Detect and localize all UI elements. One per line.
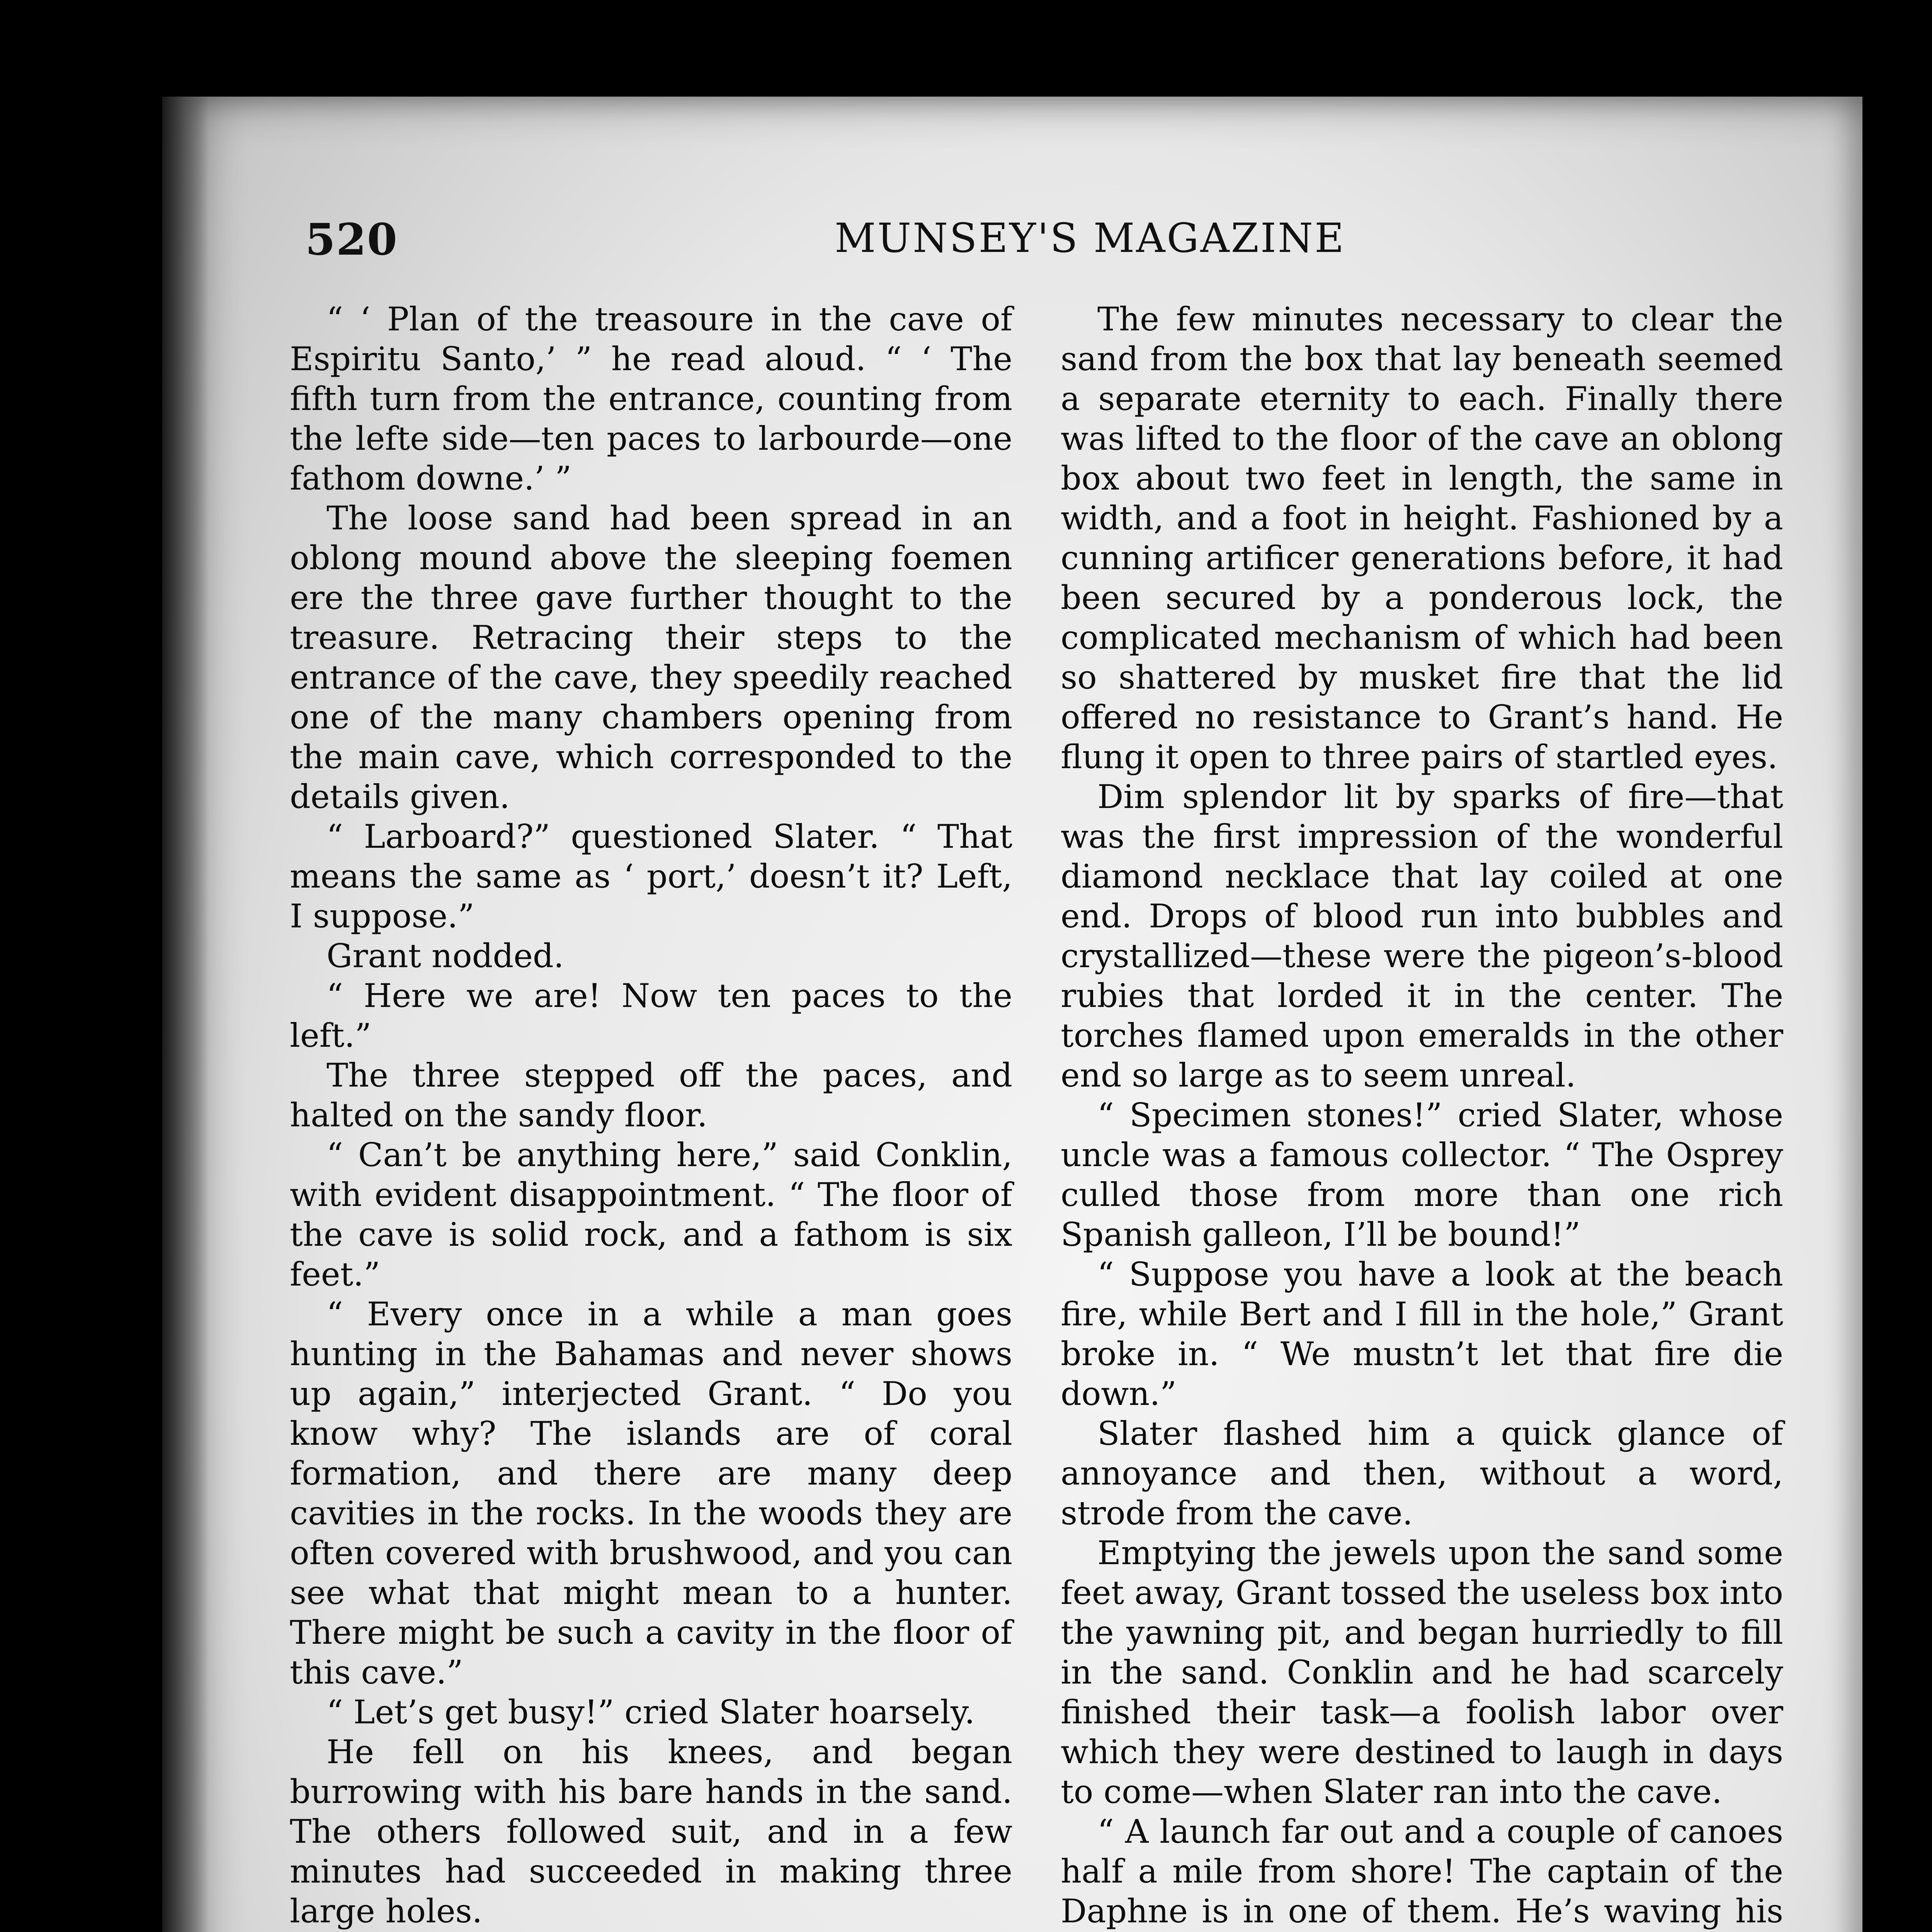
magazine-title: MUNSEY'S MAGAZINE [835,214,1345,262]
left-text-column [290,299,1012,1932]
right-text-column [1061,299,1783,1932]
paragraph: “ Suppose you have a look at the beach fire, while Bert and I fill in the hole,” Grant broke in. “ We mustn’t let that fire die down.” [1061,1255,1783,1413]
page-gutter-shadow [162,97,209,1932]
paragraph: Dim splendor lit by sparks of fire—that was the first impression of the wonderful diamond necklace that lay coiled at one end. Drops of blood run into bubbles and crystallized—these were the pigeon’s-blood rubies that lorded it in the center. The torches flamed upon emeralds in the other end so large as to seem unreal. [1061,778,1783,1094]
page-number: 520 [305,214,398,265]
paragraph: The loose sand had been spread in an oblong mound above the sleeping foemen ere the three gave further thought to the treasure. Retracing their steps to the entrance of the cave, they speedily reached one of the many chambers opening from the main cave, which corresponded to the details given. [290,499,1012,816]
paragraph: The three stepped off the paces, and halted on the sandy floor. [290,1056,1012,1134]
paragraph: “ Let’s get busy!” cried Slater hoarsely. [327,1693,975,1731]
running-header [305,214,1797,265]
paragraph: The few minutes necessary to clear the sand from the box that lay beneath seemed a separate eternity to each. Finally there was lifted to the floor of the cave an oblong box about two feet in length, the same in width, and a foot in height. Fashioned by a cunning artificer generations before, it had been secured by a ponderous lock, the complicated mechanism of which had been so shattered by musket fire that the lid offered no resistance to Grant’s hand. He flung it open to three pairs of startled eyes. [1061,300,1783,776]
paragraph: “ Specimen stones!” cried Slater, whose uncle was a famous collector. “ The Osprey culled those from more than one rich Spanish galleon, I’ll be bound!” [1061,1096,1783,1253]
paragraph: “ Can’t be anything here,” said Conklin, with evident disappointment. “ The floor of the cave is solid rock, and a fathom is six feet.” [290,1136,1012,1293]
paragraph: He fell on his knees, and began burrowing with his bare hands in the sand. The others followed suit, and in a few minutes had succeeded in making three large holes. [290,1733,1012,1930]
paragraph: “ Larboard?” questioned Slater. “ That means the same as ‘ port,’ doesn’t it? Left, I suppose.” [290,818,1012,935]
paragraph: Emptying the jewels upon the sand some feet away, Grant tossed the useless box into the yawning pit, and began hurriedly to fill in the sand. Conklin and he had scarcely finished their task—a foolish labor over which they were destined to laugh in days to come—when Slater ran into the cave. [1061,1534,1783,1811]
paragraph: Grant nodded. [327,937,564,975]
paragraph: Slater flashed him a quick glance of annoyance and then, without a word, strode from the cave. [1061,1415,1783,1532]
paragraph: “ Every once in a while a man goes hunting in the Bahamas and never shows up again,” interjected Grant. “ Do you know why? The islands are of coral formation, and there are many deep cavities in the rocks. In the woods they are often covered with brushwood, and you can see what that might mean to a hunter. There might be such a cavity in the floor of this cave.” [290,1295,1012,1691]
paragraph: “ ‘ Plan of the treasoure in the cave of Espiritu Santo,’ ” he read aloud. “ ‘ The fifth turn from the entrance, counting from the lefte side—ten paces to larbourde—one fathom downe.’ ” [290,300,1012,497]
paragraph: “ A launch far out and a couple of canoes half a mile from shore! The captain of the Daphne is in one of them. He’s waving his [1061,1813,1783,1930]
paragraph: “ Here we are! Now ten paces to the left.” [290,977,1012,1054]
